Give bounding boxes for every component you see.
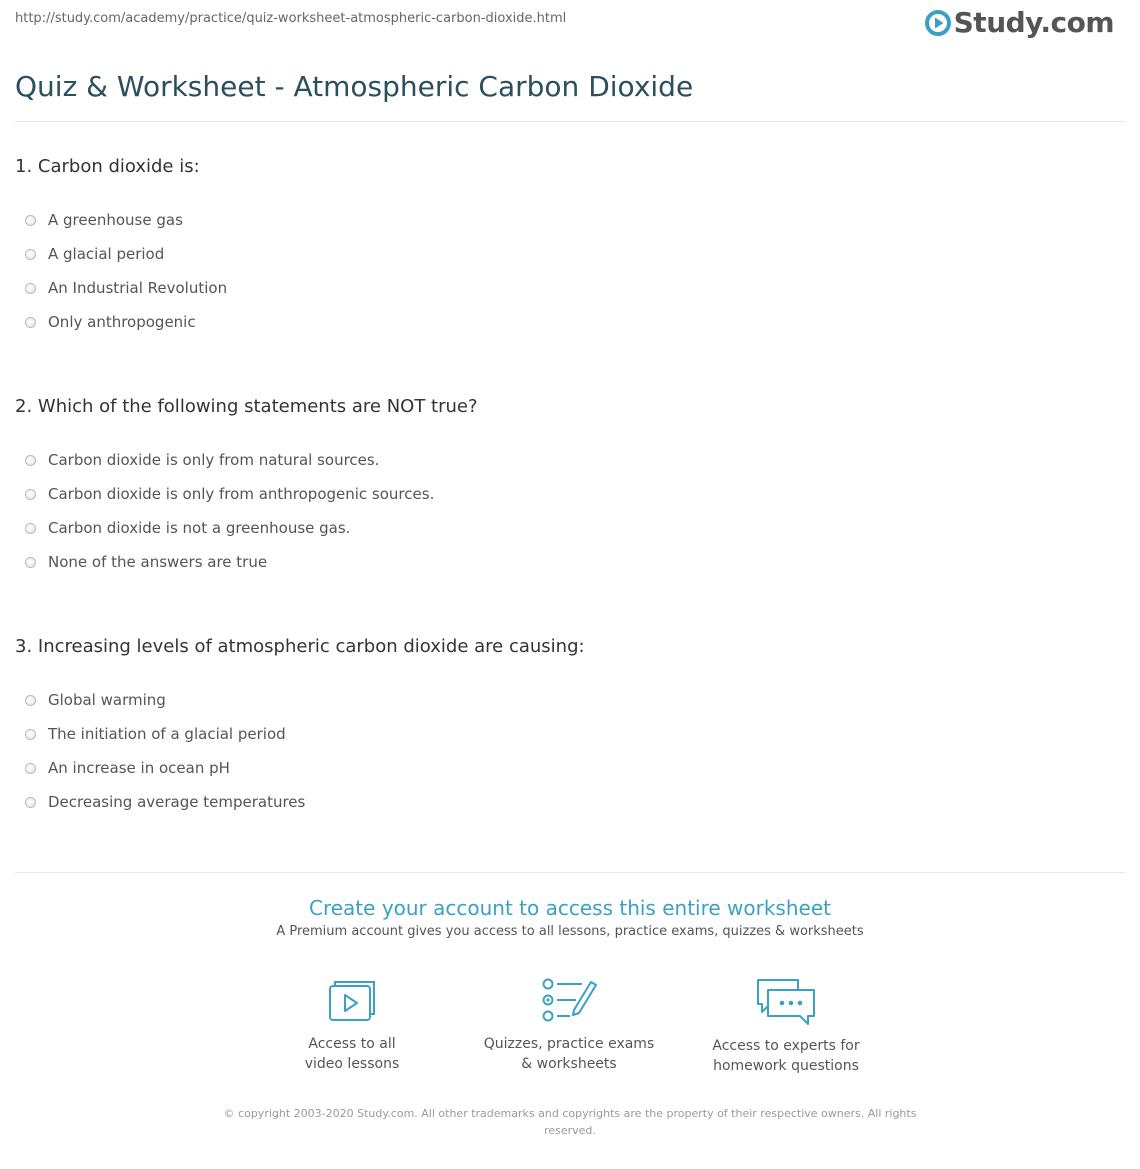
page-url: http://study.com/academy/practice/quiz-worksheet-atmospheric-carbon-dioxide.html [15,11,567,26]
play-circle-icon [925,10,951,36]
question-title: 3. Increasing levels of atmospheric carbon dioxide are causing: [15,636,585,657]
radio-button[interactable] [25,523,36,534]
feature-line-2: & worksheets [521,1056,617,1072]
answer-option[interactable] [15,540,1115,584]
copyright-line-2: reserved. [544,1124,596,1137]
question-3 [15,636,1115,824]
feature-line-1: Access to all [308,1036,396,1052]
answer-option[interactable] [15,300,1115,344]
feature-line-2: homework questions [713,1058,859,1074]
question-title: 2. Which of the following statements are NOT true? [15,396,478,417]
answer-label: The initiation of a glacial period [48,725,286,743]
feature-line-1: Access to experts for [712,1038,860,1054]
feature-video-lessons [252,976,452,1074]
answer-label: Carbon dioxide is only from anthropogenic sources. [48,485,435,503]
radio-button[interactable] [25,797,36,808]
feature-line-1: Quizzes, practice exams [483,1036,655,1052]
chat-bubbles-icon [754,976,818,1026]
radio-button[interactable] [25,215,36,226]
radio-button[interactable] [25,455,36,466]
cta-title-link[interactable]: Create your account to access this entire worksheet [309,896,831,920]
feature-line-2: video lessons [304,1056,400,1072]
cta-divider [15,872,1125,873]
answer-label: Only anthropogenic [48,313,196,331]
answer-label: A glacial period [48,245,165,263]
question-1 [15,156,1115,344]
quiz-checklist-icon [540,976,598,1024]
page-title: Quiz & Worksheet - Atmospheric Carbon Dioxide [15,70,694,103]
answer-label: A greenhouse gas [48,211,183,229]
video-lessons-icon [326,976,378,1024]
answer-label: Carbon dioxide is not a greenhouse gas. [48,519,351,537]
logo-text: Study.com [953,6,1114,39]
answer-label: Decreasing average temperatures [48,793,306,811]
radio-button[interactable] [25,317,36,328]
answer-label: Global warming [48,691,166,709]
feature-quizzes [469,976,669,1074]
radio-button[interactable] [25,283,36,294]
cta-subtitle: A Premium account gives you access to all lessons, practice exams, quizzes & worksheets [276,924,864,939]
answer-label: An increase in ocean pH [48,759,230,777]
answer-label: Carbon dioxide is only from natural sources. [48,451,380,469]
radio-button[interactable] [25,763,36,774]
radio-button[interactable] [25,729,36,740]
answer-option[interactable] [15,780,1115,824]
copyright-notice [220,1105,920,1139]
question-title: 1. Carbon dioxide is: [15,156,200,177]
answer-label: None of the answers are true [48,553,268,571]
question-2 [15,396,1115,584]
answer-label: An Industrial Revolution [48,279,228,297]
title-divider [15,121,1125,122]
feature-experts [686,976,886,1076]
radio-button[interactable] [25,249,36,260]
radio-button[interactable] [25,557,36,568]
study-logo[interactable] [925,6,1114,39]
radio-button[interactable] [25,695,36,706]
radio-button[interactable] [25,489,36,500]
copyright-line-1: © copyright 2003-2020 Study.com. All other trademarks and copyrights are the property of their respective owners. All rights [223,1107,917,1120]
cta-section [0,894,1140,939]
